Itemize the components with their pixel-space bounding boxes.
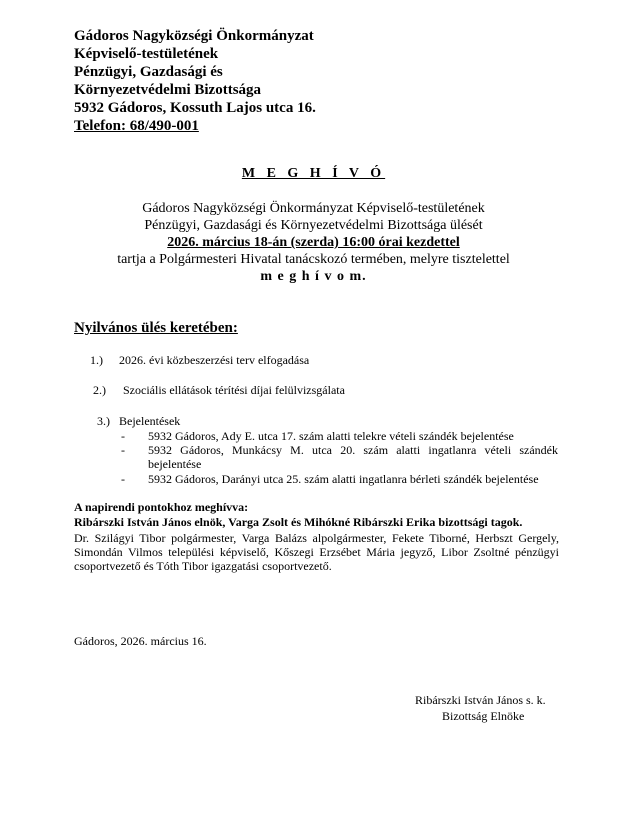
agenda-item-number: 3.) bbox=[97, 414, 110, 428]
invitation-line-1: Gádoros Nagyközségi Önkormányzat Képviselő-testületének bbox=[142, 201, 485, 216]
letterhead-phone: Telefon: 68/490-001 bbox=[74, 118, 199, 134]
agenda-heading: Nyilvános ülés keretében: bbox=[74, 320, 238, 336]
invitation-line-4: tartja a Polgármesteri Hivatal tanácskozó termében, melyre tisztelettel bbox=[117, 252, 510, 267]
invited-others: Dr. Szilágyi Tibor polgármester, Varga Balázs alpolgármester, Fekete Tiborné, Herbszt Gergely, Simondán Vilmos települési képviselő, Kőszegi Erzsébet Mária jegyző, Libor Zsoltné pénzügyi csoportvezető és Tóth Tibor igazgatási csoportvezető. bbox=[74, 531, 559, 573]
place-date: Gádoros, 2026. március 16. bbox=[74, 634, 207, 648]
dash-bullet: - bbox=[121, 429, 125, 443]
agenda-item-text: 2026. évi közbeszerzési terv elfogadása bbox=[119, 353, 310, 367]
invitation-line-2: Pénzügyi, Gazdasági és Környezetvédelmi Bizottsága ülését bbox=[144, 218, 483, 233]
invitation-closing: m e g h í v o m. bbox=[260, 269, 367, 284]
letterhead-line-org: Gádoros Nagyközségi Önkormányzat bbox=[74, 28, 314, 44]
letterhead-line-committee: Pénzügyi, Gazdasági és bbox=[74, 64, 223, 80]
sub-item-text-continued: bejelentése bbox=[148, 457, 202, 471]
invited-members: Ribárszki István János elnök, Varga Zsolt és Mihókné Ribárszki Erika bizottsági tagok. bbox=[74, 515, 523, 529]
letterhead-address: 5932 Gádoros, Kossuth Lajos utca 16. bbox=[74, 100, 316, 116]
invitation-title: M E G H Í V Ó bbox=[241, 166, 386, 181]
sub-item-text: 5932 Gádoros, Ady E. utca 17. szám alatti telekre vételi szándék bejelentése bbox=[148, 429, 514, 443]
agenda-item-text: Szociális ellátások térítési díjai felülvizsgálata bbox=[123, 383, 345, 397]
letterhead-line-body: Képviselő-testületének bbox=[74, 46, 219, 62]
dash-bullet: - bbox=[121, 443, 125, 457]
agenda-item-number: 1.) bbox=[90, 353, 103, 367]
agenda-item-number: 2.) bbox=[93, 383, 106, 397]
agenda-item-text: Bejelentések bbox=[119, 414, 181, 428]
meeting-date: 2026. március 18-án (szerda) 16:00 órai kezdettel bbox=[167, 235, 460, 250]
invited-heading: A napirendi pontokhoz meghívva: bbox=[74, 500, 249, 514]
sub-item-text: 5932 Gádoros, Munkácsy M. utca 20. szám alatti ingatlanra vételi szándék bbox=[148, 443, 558, 457]
signer-title: Bizottság Elnöke bbox=[442, 709, 525, 723]
signer-name: Ribárszki István János s. k. bbox=[415, 693, 546, 707]
dash-bullet: - bbox=[121, 472, 125, 486]
sub-item-text: 5932 Gádoros, Darányi utca 25. szám alatti ingatlanra bérleti szándék bejelentése bbox=[148, 472, 539, 486]
letterhead-line-committee-2: Környezetvédelmi Bizottsága bbox=[74, 82, 262, 98]
